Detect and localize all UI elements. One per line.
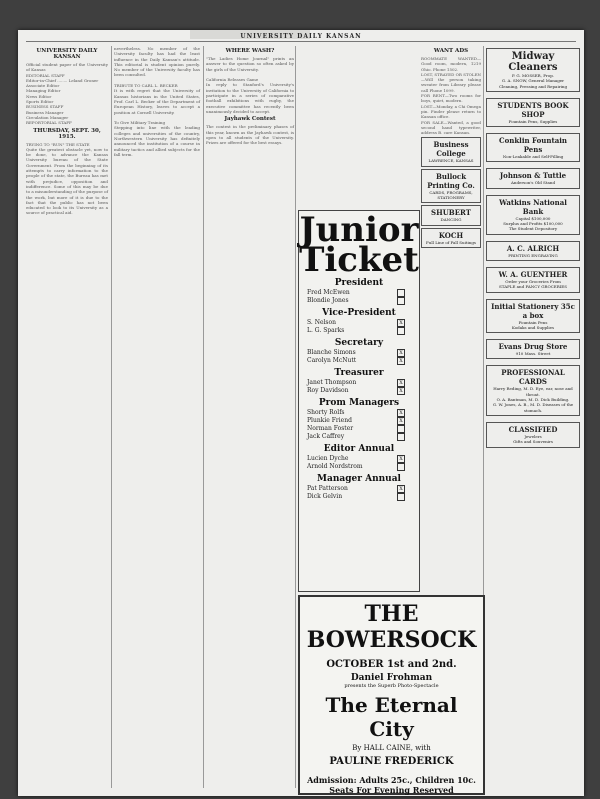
bowersock-play: The Eternal City (325, 693, 458, 741)
ballot-checkbox[interactable]: X (397, 417, 405, 425)
right-ad (486, 241, 580, 261)
right-ad-title: CLASSIFIED (508, 424, 558, 434)
right-ad-title: PROFESSIONAL CARDS (501, 368, 565, 387)
candidate-name: Jack Caffrey (307, 433, 345, 440)
candidate-name: Blanche Simons (307, 349, 356, 356)
column-divider (111, 46, 112, 788)
right-ad (486, 365, 580, 415)
card-ad-title: KOCH (438, 230, 464, 240)
right-ad-body: P. G. MOSSER, Prop. G. A. SNOW, General Manager Cleaning, Pressing and Repairing (498, 73, 568, 89)
candidate-row (299, 493, 419, 501)
card-ad-sub: LAWRENCE, KANSAS (428, 158, 474, 164)
dateline: THURSDAY, SEPT. 30, 1915. (33, 127, 101, 140)
office-heading: Editor Annual (323, 444, 395, 454)
candidate-name: Roy Davidson (307, 387, 349, 394)
candidate-row (299, 357, 419, 365)
right-ad-title: Johnson & Tuttle (499, 171, 567, 181)
card-ad-title: Bullock Printing Co. (427, 171, 475, 190)
candidate-row (299, 297, 419, 305)
bowersock-seats: Seats For Evening Reserved (329, 785, 454, 795)
candidate-row (299, 455, 419, 463)
right-ad (486, 267, 580, 293)
candidate-row (299, 463, 419, 471)
candidate-row (299, 349, 419, 357)
candidate-name: Plunkie Friend (307, 417, 352, 424)
card-ad (421, 228, 481, 248)
right-ad-title: Midway Cleaners (508, 51, 558, 73)
ticket-title: Ticket (299, 240, 419, 280)
right-ad (486, 339, 580, 359)
card-ad-sub: Full Line of Fall Suitings (426, 239, 476, 245)
right-ad (486, 195, 580, 235)
candidate-name: Norman Foster (307, 425, 354, 432)
bowersock-admission: Admission: Adults 25c., Children 10c. (307, 775, 476, 785)
column-3-head-2: Jayhawk Contest (224, 116, 276, 123)
column-3 (206, 46, 294, 266)
bowersock-author: By HALL CAINE, with (352, 744, 431, 752)
right-ad-title: STUDENTS BOOK SHOP (497, 100, 569, 119)
candidate-row (299, 379, 419, 387)
right-ad-body: Jewelers Gifts and Souvenirs (513, 433, 553, 445)
editorial-text: TRYING TO "RUN" THE STATE Quite the greatest obstacle yet, now to be done, to advance the Kansas University bureau of the State Government. From the beginning of its attempts to carry information to the people of the state, the Bureau has met with prejudice, opposition and indifference. Some of this may be due to a misunderstanding of the purpose of the work, but more of it is due to the fact that the public has not been educated to look to its University as a source of practical aid. (26, 141, 108, 216)
right-ad-body: Anderson's Old Stand (510, 180, 556, 186)
card-ad (421, 137, 481, 166)
right-ad-title: Initial Stationery 35c a box (491, 301, 575, 320)
want-ads (421, 46, 481, 446)
column-3-text-2: The contest in the preliminary phases of this year, known as the Jayhawk contest, is open to all students of the University. Prizes are offered for the best essays. (206, 124, 296, 146)
candidate-name: Blondie Jones (307, 297, 349, 304)
masthead: UNIVERSITY DAILY KANSAN (240, 33, 362, 40)
candidate-row (299, 409, 419, 417)
right-ad-body: Fountain Pens Kodaks and Supplies (511, 319, 555, 330)
candidate-name: Janet Thompson (307, 379, 357, 386)
right-ad-body: Harry Reding, M. D. Eye, ear, nose and throat. O. A. Bantman, M. D. Dick Building. G. W. Jones, A. B., M. D. Diseases of the stomach. (492, 386, 574, 413)
right-ad (486, 48, 580, 92)
candidate-name: Dick Gelvin (307, 493, 343, 500)
candidate-name: Lucien Dyche (307, 455, 349, 462)
right-ad (486, 422, 580, 448)
ballot-checkbox[interactable] (397, 425, 405, 433)
office-heading: Prom Managers (318, 398, 400, 408)
bowersock-ad (298, 595, 485, 795)
card-ad-sub: DANCING (440, 217, 462, 223)
want-ads-text: ROOMMATE WANTED—Good room, modern, 1219 Ohio. Phone 1502. LOST, STRAYED OR STOLEN—Will the person taking sweater from Library please call Phone 1099. FOR RENT—Two rooms for boys, quiet, modern. LOST—Monday, a Chi Omega pin. Finder please return to Kansan office. FOR SALE—Wanted, a good second hand typewriter, address B. care Kansan. (421, 56, 481, 136)
ballot-checkbox[interactable] (397, 433, 405, 441)
right-ad-body: Fountain Pens, Supplies (508, 118, 558, 124)
right-ad-body: PRINTING ENGRAVING (508, 252, 558, 258)
ballot-checkbox[interactable] (397, 297, 405, 305)
bowersock-star: PAULINE FREDERICK (329, 756, 454, 767)
card-ad-title: SHUBERT (431, 208, 471, 218)
candidate-name: Fred McEwen (307, 289, 350, 296)
office-heading: Secretary (334, 338, 384, 348)
right-ad-title: Evans Drug Store (498, 342, 568, 352)
candidate-name: Arnold Nordstrom (307, 463, 363, 470)
right-ad-title: A. C. ALRICH (506, 243, 560, 253)
right-ad-title: Conklin Fountain Pens (499, 136, 567, 155)
candidate-row (299, 485, 419, 493)
ballot-checkbox[interactable] (397, 463, 405, 471)
paper-title: UNIVERSITY DAILY KANSAN (36, 48, 98, 60)
ballot-checkbox[interactable]: X (397, 357, 405, 365)
bowersock-dates: OCTOBER 1st and 2nd. (326, 659, 457, 670)
bowersock-presents: presents the Superb Photo-Spectacle (344, 683, 439, 689)
column-divider (295, 46, 296, 788)
office-heading: President (334, 278, 384, 288)
candidate-name: Carolyn McNutt (307, 357, 357, 364)
candidate-name: Pat Patterson (307, 485, 348, 492)
ballot-checkbox[interactable] (397, 493, 405, 501)
office-heading: Vice-President (322, 308, 396, 318)
card-ad (421, 205, 481, 225)
masthead-rule (26, 41, 576, 42)
candidate-row (299, 327, 419, 335)
ballot-checkbox[interactable]: X (397, 379, 405, 387)
junior-ticket-ad (298, 210, 420, 592)
staff-box: Official student paper of the University of Kansas EDITORIAL STAFF Editor-in-Chief ........ Leland Groner Associate Editor Managing Editor News Editor Sports Editor BUSINESS STAFF Business Manager Circulation Manager REPORTORIAL STAFF (26, 62, 108, 126)
candidate-name: L. G. Sparks (307, 327, 345, 334)
card-ad (421, 169, 481, 204)
column-3-head: WHERE WASH? (225, 48, 275, 54)
bowersock-presenter: Daniel Frohman (350, 673, 433, 683)
column-divider (203, 46, 204, 788)
right-ad-body: Order your Groceries From STAPLE and FANCY GROCERIES (499, 278, 567, 290)
candidate-row (299, 425, 419, 433)
want-ads-head: WANT ADS (433, 48, 469, 54)
card-ads (421, 137, 481, 247)
ticket-list (299, 278, 419, 501)
office-heading: Treasurer (334, 368, 384, 378)
bowersock-title: THE BOWERSOCK (306, 601, 477, 653)
ballot-checkbox[interactable]: X (397, 319, 405, 327)
candidate-name: Shorty Rolfs (307, 409, 345, 416)
candidate-row (299, 417, 419, 425)
right-ads (486, 48, 580, 448)
candidate-row (299, 319, 419, 327)
ballot-checkbox[interactable]: X (397, 409, 405, 417)
right-ad-title: Watkins National Bank (499, 197, 567, 216)
right-ad-body: Non-Leakable and Self-Filling (502, 154, 564, 160)
junior-title: Junior (299, 210, 419, 250)
candidate-row (299, 387, 419, 395)
right-ad (486, 299, 580, 334)
column-1 (26, 46, 108, 792)
column-3-text: "The Ladies Home Journal" prints an answer to the question so often asked by the girls of the University. California Releases Game In reply to Stanford's University's invitation to the University of California to participate in a series of comparative football exhibitions with rugby, the executive committee has recently been unanimously decided to accept. (206, 56, 294, 114)
ballot-checkbox[interactable] (397, 327, 405, 335)
right-ad-title: W. A. GUENTHER (498, 269, 568, 279)
column-2 (114, 46, 200, 792)
right-ad-body: 910 Mass. Street (515, 351, 551, 357)
right-column (486, 46, 580, 792)
right-ad (486, 98, 580, 127)
ballot-checkbox[interactable]: X (397, 387, 405, 395)
ballot-checkbox[interactable]: X (397, 485, 405, 493)
right-ad (486, 168, 580, 188)
ballot-checkbox[interactable]: X (397, 455, 405, 463)
right-ad (486, 133, 580, 162)
ballot-checkbox[interactable] (397, 289, 405, 297)
right-ad-body: Capital $100,000 Surplus and Profits $100,000 The Student Depository (503, 215, 563, 232)
editorial-text-2: nevertheless. No member of the University faculty has had the least influence in the Daily Kansan's attitude. This editorial is student opinion purely. No member of the University faculty has been consulted. TRIBUTE TO CARL L. BECKER It is with regret that the University of Kansas historians in the United States, Prof. Carl L. Becker of the Department of European History, leaves to accept a position at Cornell University. To Give Military Training Stepping into line with the leading colleges and universities of the country, Northwestern University has definitely announced the institution of a course in military tactics and allied subjects for the fall term. (114, 46, 200, 157)
card-ad-title: Business College (433, 140, 469, 159)
office-heading: Manager Annual (317, 474, 401, 484)
candidate-row (299, 433, 419, 441)
ballot-checkbox[interactable]: X (397, 349, 405, 357)
card-ad-sub: CARDS, PROGRAMS, STATIONERY (429, 189, 473, 201)
candidate-name: S. Nelson (307, 319, 336, 326)
candidate-row (299, 289, 419, 297)
